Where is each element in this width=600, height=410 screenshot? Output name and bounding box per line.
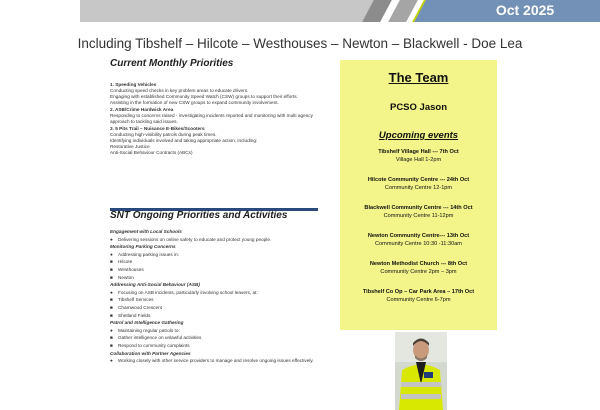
bullet-icon: ■ bbox=[110, 266, 113, 272]
priority-line: Anti-Social Behaviour Contracts (ABCs) bbox=[110, 150, 193, 155]
activity-text: Engagement with Local Schools bbox=[110, 229, 182, 234]
newsletter-date: Oct 2025 bbox=[495, 2, 555, 18]
event-item bbox=[340, 288, 497, 305]
bullet-icon: ● bbox=[110, 358, 113, 364]
priority-heading: 2. ASB/Crime Hardwick Area bbox=[110, 107, 174, 112]
bullet-icon: ■ bbox=[110, 342, 113, 348]
activity-heading bbox=[110, 229, 325, 235]
activity-heading bbox=[110, 282, 325, 288]
activity-item bbox=[110, 297, 325, 303]
activity-text: Addressing parking issues in: bbox=[118, 251, 179, 257]
bullet-icon: ■ bbox=[110, 259, 113, 265]
officer-photo-icon bbox=[395, 332, 447, 410]
priority-line: Identifying individuals involved and taking appropriate action, including: bbox=[110, 138, 258, 143]
activity-item bbox=[110, 290, 325, 296]
activity-item bbox=[110, 267, 325, 273]
bullet-icon: ■ bbox=[110, 304, 113, 310]
activity-text: Tibshelf Services bbox=[118, 297, 154, 303]
header-grey-band bbox=[80, 0, 380, 22]
officer-name: PCSO Jason bbox=[389, 102, 448, 113]
bullet-icon: ● bbox=[110, 251, 113, 257]
event-location: Hilcote Community Centre --- 24th Oct bbox=[367, 177, 470, 183]
activity-text: Maintaining regular patrols to: bbox=[118, 327, 180, 333]
activity-item bbox=[110, 252, 325, 258]
current-priorities-list bbox=[110, 82, 315, 156]
activity-text: Delivering sessions on online safety to educate and protect young people. bbox=[118, 236, 272, 242]
priority-heading: 3. 5 Pits Trail – Nuisance E-Bikes/Scooters bbox=[110, 126, 205, 131]
event-time: Community Centre 6-7pm bbox=[386, 297, 451, 303]
activity-text: Westhouses bbox=[118, 266, 144, 272]
event-location: Tibshelf Co Op – Car Park Area – 17th Oct bbox=[362, 289, 475, 295]
team-title: The Team bbox=[388, 70, 449, 85]
event-item bbox=[340, 204, 497, 221]
activity-item bbox=[110, 313, 325, 319]
activity-heading bbox=[110, 244, 325, 250]
priority-heading: 1. Speeding Vehicles bbox=[110, 82, 157, 87]
bullet-icon: ■ bbox=[110, 335, 113, 341]
activity-item bbox=[110, 305, 325, 311]
activity-text: Monitoring Parking Concerns bbox=[110, 244, 176, 250]
officer-photo-graphic bbox=[395, 332, 447, 410]
activity-text: Patrol and Intelligence Gathering bbox=[110, 320, 184, 326]
event-item bbox=[340, 148, 497, 165]
priority-line: Responding to concerns raised - investigating incidents reported and monitoring with multi agency approach to tackling said issues. bbox=[110, 113, 313, 124]
activity-item bbox=[110, 259, 325, 265]
activity-heading bbox=[110, 320, 325, 326]
header-banner bbox=[0, 0, 600, 22]
event-time: Community Centre 2pm – 3pm bbox=[380, 269, 457, 275]
activity-text: Addressing Anti-Social Behaviour (ASB) bbox=[110, 282, 200, 288]
bullet-icon: ■ bbox=[110, 297, 113, 303]
priority-line: Restorative Justice bbox=[110, 144, 150, 149]
activity-item bbox=[110, 358, 325, 364]
activity-item bbox=[110, 275, 325, 281]
event-time: Village Hall 1-2pm bbox=[395, 157, 442, 163]
activity-text: Newton bbox=[118, 274, 134, 280]
snt-priorities-list bbox=[110, 229, 325, 366]
bullet-icon: ■ bbox=[110, 274, 113, 280]
upcoming-events-title: Upcoming events bbox=[378, 130, 459, 141]
event-item bbox=[340, 176, 497, 193]
priority-line: Conducting high-visibility patrols during peak times. bbox=[110, 132, 217, 137]
activity-item bbox=[110, 328, 325, 334]
event-item bbox=[340, 232, 497, 249]
event-time: Community Centre 11-12pm bbox=[383, 213, 454, 219]
current-priorities-title: Current Monthly Priorities bbox=[110, 58, 234, 69]
snt-priorities-title: SNT Ongoing Priorities and Activities bbox=[110, 210, 288, 221]
event-location: Tibshelf Village Hall --- 7th Oct bbox=[378, 149, 459, 155]
activity-heading bbox=[110, 351, 325, 357]
bullet-icon: ● bbox=[110, 236, 113, 242]
priority-line: Assisting in the formation of new CSW groups to expand community involvement. bbox=[110, 100, 279, 105]
event-location: Newton Community Centre--- 13th Oct bbox=[367, 233, 470, 239]
event-time: Community Centre 10:30 -11:30am bbox=[375, 241, 462, 247]
bullet-icon: ■ bbox=[110, 312, 113, 318]
activity-item bbox=[110, 343, 325, 349]
activity-item bbox=[110, 335, 325, 341]
team-panel bbox=[340, 60, 497, 330]
activity-text: Charnwood Crescent bbox=[118, 304, 163, 310]
bullet-icon: ● bbox=[110, 289, 113, 295]
priority-line: Conducting speed checks in key problem areas to educate drivers. bbox=[110, 88, 249, 93]
areas-subtitle: Including Tibshelf – Hilcote – Westhouses – Newton – Blackwell - Doe Lea bbox=[77, 36, 523, 51]
event-location: Newton Methodist Church --- 8th Oct bbox=[369, 261, 468, 267]
event-time: Community Centre 12-1pm bbox=[384, 185, 453, 191]
activity-text: Collaboration with Partner Agencies bbox=[110, 350, 191, 356]
activity-text: Shetland Fields bbox=[118, 312, 151, 318]
activity-text: Hilcote bbox=[118, 259, 133, 265]
activity-item bbox=[110, 237, 325, 243]
activity-text: Respond to community complaints bbox=[118, 342, 190, 348]
event-item bbox=[340, 260, 497, 277]
activity-text: Working closely with other service providers to manage and resolve ongoing issues effectively. bbox=[118, 358, 314, 364]
bullet-icon: ● bbox=[110, 327, 113, 333]
activity-text: Gather intelligence on unlawful activities bbox=[118, 335, 202, 341]
activity-text: Focusing on ASB incidents, particularly involving school leavers, at: bbox=[118, 289, 258, 295]
event-location: Blackwell Community Centre --- 14th Oct bbox=[364, 205, 473, 211]
priority-line: Engaging with established Community Speed Watch (CSW) groups to support their efforts. bbox=[110, 94, 298, 99]
